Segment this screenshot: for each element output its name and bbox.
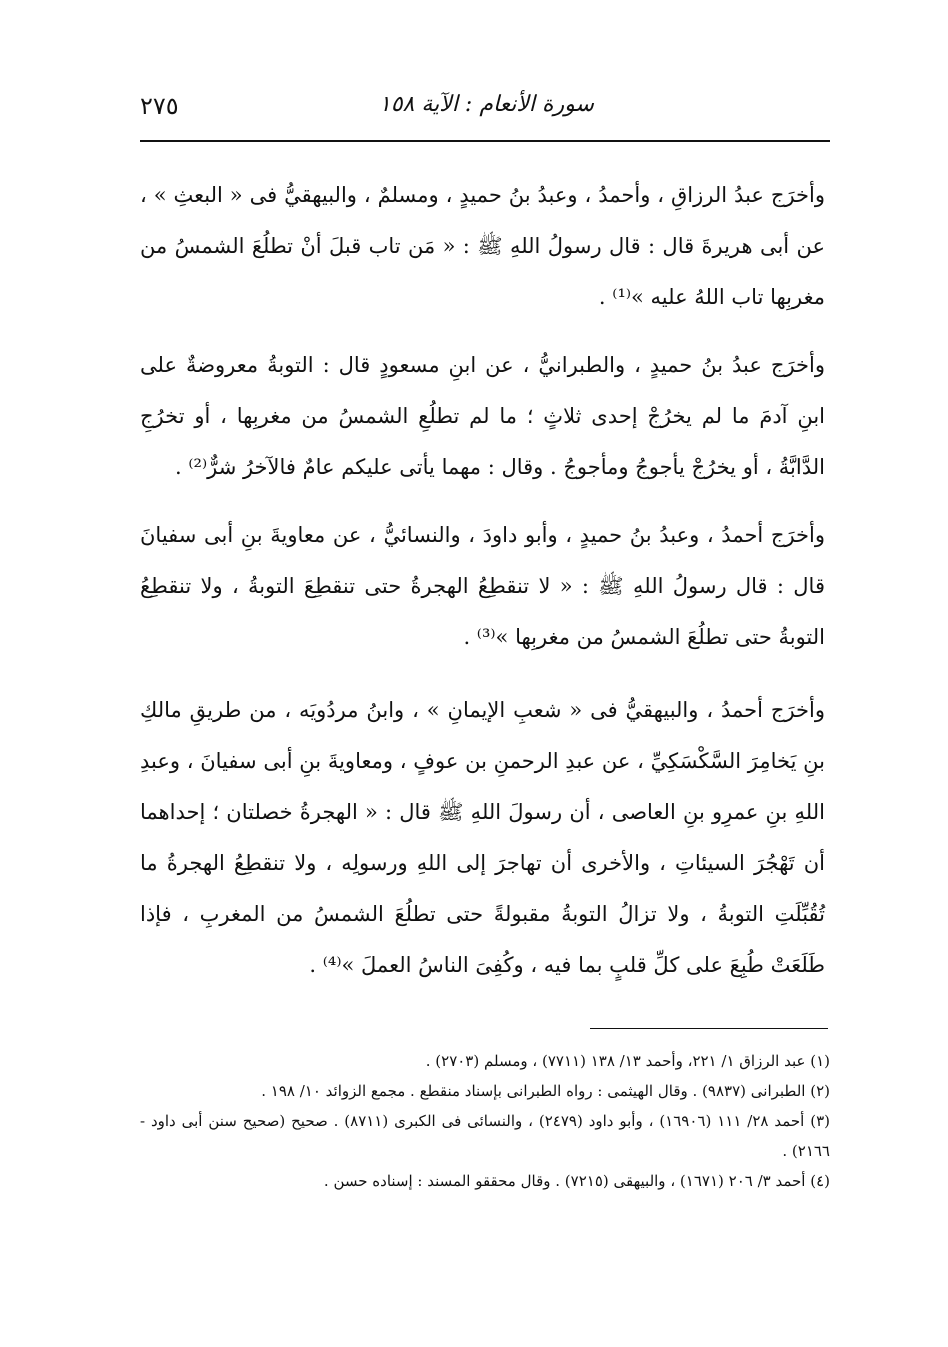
footnotes	[140, 1046, 830, 1196]
page-number: ٢٧٥	[140, 92, 179, 120]
running-title: سورة الأنعام : الآية ١٥٨	[378, 92, 594, 117]
footnote-rule	[590, 1028, 828, 1029]
footnote-4: (٤) أحمد ٣/ ٢٠٦ (١٦٧١) ، والبيهقى (٧٢١٥) . وقال محققو المسند : إسناده حسن .	[323, 1172, 830, 1190]
paragraph: وأخرَج أحمدُ ، وعبدُ بنُ حميدٍ ، وأبو داودَ ، والنسائيُّ ، عن معاويةَ بنِ أبى سفيانَ قال : قال رسولُ اللهِ ﷺ : « لا تنقطِعُ الهجرةُ حتى تنقطِعَ التوبةُ ، ولا تنقطِعُ التوبةُ حتى تطلُعَ الشمسُ من مغربِها »⁽³⁾ .	[140, 523, 825, 649]
footnote-1: (١) عبد الرزاق ١/ ٢٢١، وأحمد ١٣/ ١٣٨ (٧٧١١) ، ومسلم (٢٧٠٣) .	[425, 1052, 830, 1070]
paragraph: وأخرَج عبدُ الرزاقِ ، وأحمدُ ، وعبدُ بنُ حميدٍ ، ومسلمٌ ، والبيهقيُّ فى « البعثِ » ، عن أبى هريرةَ قال : قال رسولُ اللهِ ﷺ : « مَن تاب قبلَ أنْ تطلُعَ الشمسُ من مغربِها تاب اللهُ عليه »⁽¹⁾ .	[140, 183, 825, 309]
footnote-3: (٣) أحمد ٢٨/ ١١١ (١٦٩٠٦) ، وأبو داود (٢٤٧٩) ، والنسائى فى الكبرى (٨٧١١) . صحيح (صحيح سنن أبى داود - ٢١٦٦) .	[140, 1112, 831, 1160]
main-text	[140, 170, 825, 1008]
paragraph: وأخرَج أحمدُ ، والبيهقيُّ فى « شعبِ الإيمانِ » ، وابنُ مردُويَه ، من طريقِ مالكِ بنِ يَخامِرَ السَّكْسَكِيِّ ، عن عبدِ الرحمنِ بن عوفٍ ، ومعاويةَ بنِ أبى سفيانَ ، وعبدِ اللهِ بنِ عمرِو بنِ العاصى ، أن رسولَ اللهِ ﷺ قال : « الهجرةُ خصلتان ؛ إحداهما أن تَهْجُرَ السيئاتِ ، والأخرى أن تهاجرَ إلى اللهِ ورسولِه ، ولا تنقطِعُ الهجرةُ ما تُقُبِّلَتِ التوبةُ ، ولا تزالُ التوبةُ مقبولةً حتى تطلُعَ الشمسُ من المغربِ ، فإذا طَلَعَتْ طُبِعَ على كلِّ قلبٍ بما فيه ، وكُفِىَ الناسُ العملَ »⁽⁴⁾ .	[140, 698, 825, 977]
page-header	[140, 92, 830, 140]
footnote-2: (٢) الطبرانى (٩٨٣٧) . وقال الهيثمى : رواه الطبرانى بإسناد منقطع . مجمع الزوائد ١٠/ ١٩٨ .	[261, 1082, 830, 1100]
paragraph: وأخرَج عبدُ بنُ حميدٍ ، والطبرانيُّ ، عن ابنِ مسعودٍ قال : التوبةُ معروضةٌ على ابنِ آدمَ ما لم يخرُجْ إحدى ثلاثٍ ؛ ما لم تطلُعِ الشمسُ من مغربِها ، أو تخرُجِ الدَّابَّةُ ، أو يخرُجْ يأجوجُ ومأجوجُ . وقال : مهما يأتى عليكم عامٌ فالآخرُ شرٌّ⁽²⁾ .	[140, 353, 825, 479]
header-rule	[140, 140, 830, 142]
